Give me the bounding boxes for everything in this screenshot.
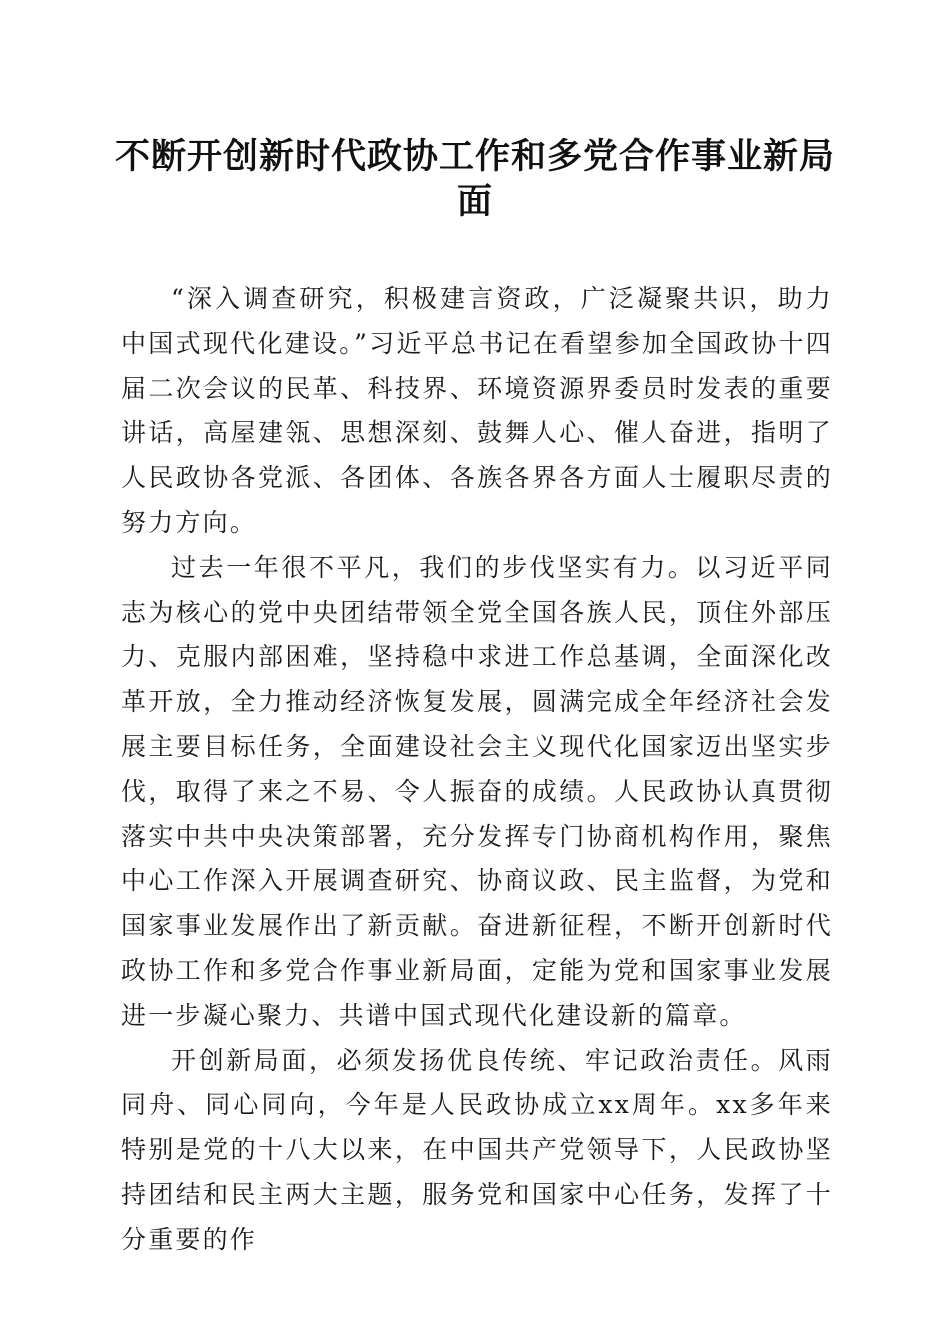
paragraph-1: “深入调查研究，积极建言资政，广泛凝聚共识，助力中国式现代化建设。”习近平总书记在看望参加全国政协十四届二次会议的民革、科技界、环境资源界委员时发表的重要讲话，高屋建瓴、思想深刻、鼓舞人心、催人奋进，指明了人民政协各党派、各团体、各族各界各方面人士履职尽责的努力方向。 — [121, 284, 833, 537]
document-body — [121, 277, 833, 1263]
paragraph-2: 过去一年很不平凡，我们的步伐坚实有力。以习近平同志为核心的党中央团结带领全党全国各族人民，顶住外部压力、克服内部困难，坚持稳中求进工作总基调，全面深化改革开放，全力推动经济恢复发展，圆满完成全年经济社会发展主要目标任务，全面建设社会主义现代化国家迈出坚实步伐，取得了来之不易、令人振奋的成绩。人民政协认真贯彻落实中共中央决策部署，充分发挥专门协商机构作用，聚焦中心工作深入开展调查研究、协商议政、民主监督，为党和国家事业发展作出了新贡献。奋进新征程，不断开创新时代政协工作和多党合作事业新局面，定能为党和国家事业发展进一步凝心聚力、共谱中国式现代化建设新的篇章。 — [121, 552, 833, 1030]
document-title: 不断开创新时代政协工作和多党合作事业新局面 — [114, 136, 835, 222]
paragraph-3: 开创新局面，必须发扬优良传统、牢记政治责任。风雨同舟、同心同向，今年是人民政协成立xx周年。xx多年来特别是党的十八大以来，在中国共产党领导下，人民政协坚持团结和民主两大主题，服务党和国家中心任务，发挥了十分重要的作 — [121, 1045, 833, 1254]
